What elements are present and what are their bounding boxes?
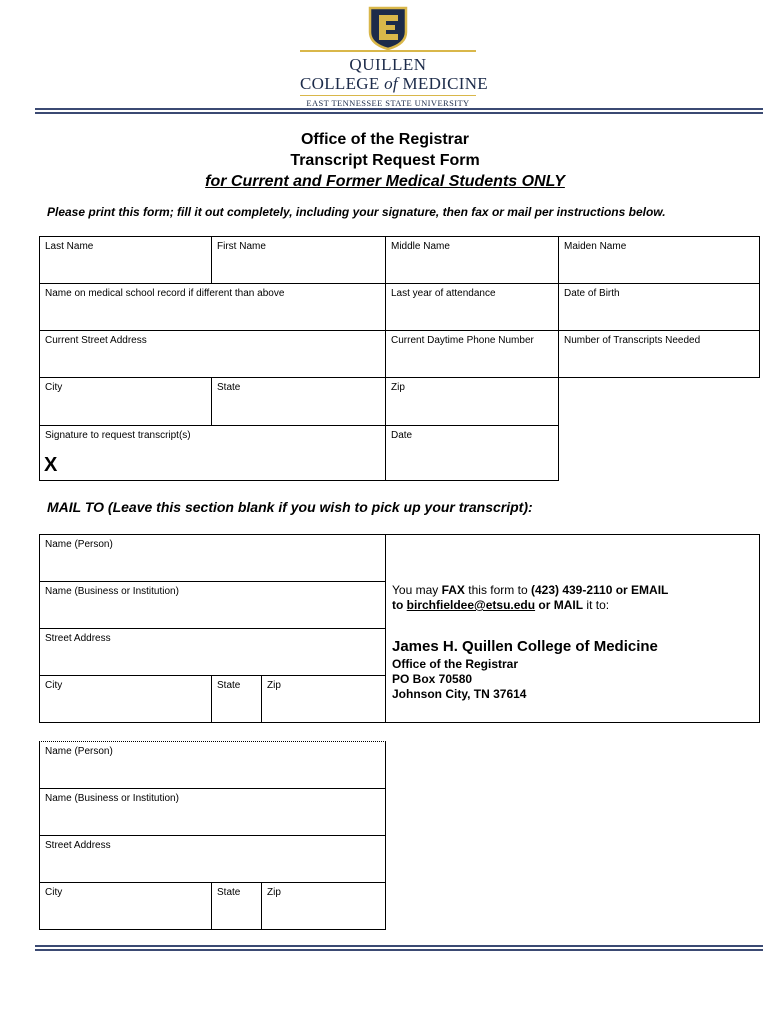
form-subtitle: for Current and Former Medical Students ONLY xyxy=(205,173,565,190)
field-state[interactable] xyxy=(211,377,386,426)
field-label: Street Address xyxy=(45,840,111,851)
field-label: State xyxy=(217,382,241,393)
page-title: Office of the Registrar xyxy=(300,131,470,148)
field-city[interactable] xyxy=(39,377,212,426)
field-label: Name on medical school record if different than above xyxy=(45,288,285,299)
field-num-transcripts[interactable] xyxy=(558,330,760,378)
signature-mark: X xyxy=(44,454,58,476)
address-office: Office of the Registrar xyxy=(392,657,519,671)
mail2-zip[interactable] xyxy=(261,882,386,930)
field-phone[interactable] xyxy=(385,330,559,378)
field-last-year[interactable] xyxy=(385,283,559,331)
address-city: Johnson City, TN 37614 xyxy=(392,687,527,701)
college-name: James H. Quillen College of Medicine xyxy=(392,638,658,655)
field-label: Maiden Name xyxy=(564,241,627,252)
logo-text-quillen: QUILLEN xyxy=(349,55,427,74)
field-label: State xyxy=(217,887,241,898)
logo-text-college: COLLEGE of MEDICINE xyxy=(300,74,488,93)
mail1-zip[interactable] xyxy=(261,675,386,723)
mail1-name-business[interactable] xyxy=(39,581,386,629)
mail2-name-business[interactable] xyxy=(39,788,386,836)
field-label: Zip xyxy=(267,680,281,691)
field-signature[interactable] xyxy=(39,425,386,481)
footer-divider xyxy=(35,945,763,951)
mail1-state[interactable] xyxy=(211,675,262,723)
mail-to-heading: MAIL TO (Leave this section blank if you wish to pick up your transcript): xyxy=(47,499,533,515)
field-label: Name (Business or Institution) xyxy=(45,586,179,597)
mail1-name-person[interactable] xyxy=(39,534,386,582)
field-name-on-record[interactable] xyxy=(39,283,386,331)
field-date[interactable] xyxy=(385,425,559,481)
email-link[interactable]: birchfieldee@etsu.edu xyxy=(406,598,536,612)
field-label: Last Name xyxy=(45,241,94,252)
field-label: Last year of attendance xyxy=(391,288,496,299)
logo-rule xyxy=(300,95,476,96)
field-label: Signature to request transcript(s) xyxy=(45,430,191,441)
address-box: PO Box 70580 xyxy=(392,672,473,686)
field-first-name[interactable] xyxy=(211,236,386,284)
field-label: Middle Name xyxy=(391,241,450,252)
field-label: Zip xyxy=(267,887,281,898)
field-label: City xyxy=(45,382,63,393)
field-label: Street Address xyxy=(45,633,111,644)
field-label: Date of Birth xyxy=(564,288,620,299)
mail2-city[interactable] xyxy=(39,882,212,930)
field-label: First Name xyxy=(217,241,266,252)
logo-text-university: EAST TENNESSEE STATE UNIVERSITY xyxy=(306,98,470,108)
instructions: Please print this form; fill it out completely, including your signature, then fax or mail per instructions below. xyxy=(47,205,666,219)
field-label: Date xyxy=(391,430,413,441)
field-date-of-birth[interactable] xyxy=(558,283,760,331)
field-label: Current Daytime Phone Number xyxy=(391,335,534,346)
form-title: Transcript Request Form xyxy=(290,152,480,169)
field-label: Name (Business or Institution) xyxy=(45,793,179,804)
mail2-street[interactable] xyxy=(39,835,386,883)
field-street-address[interactable] xyxy=(39,330,386,378)
etsu-shield-icon xyxy=(368,6,408,50)
field-last-name[interactable] xyxy=(39,236,212,284)
field-middle-name[interactable] xyxy=(385,236,559,284)
field-label: City xyxy=(45,887,63,898)
field-label: Zip xyxy=(391,382,405,393)
mail2-name-person[interactable] xyxy=(39,741,386,789)
field-label: Name (Person) xyxy=(45,746,113,757)
logo-rule xyxy=(300,50,476,52)
field-label: Name (Person) xyxy=(45,539,113,550)
field-zip[interactable] xyxy=(385,377,559,426)
college-logo xyxy=(300,6,488,108)
field-label: City xyxy=(45,680,63,691)
mail2-state[interactable] xyxy=(211,882,262,930)
header-divider xyxy=(35,108,763,114)
field-label: State xyxy=(217,680,241,691)
field-label: Current Street Address xyxy=(45,335,147,346)
fax-instructions: You may FAX this form to (423) 439-2110 or EMAIL to birchfieldee@etsu.edu or MAIL it to: xyxy=(392,583,669,612)
field-label: Number of Transcripts Needed xyxy=(564,335,701,346)
mail1-street[interactable] xyxy=(39,628,386,676)
mail1-city[interactable] xyxy=(39,675,212,723)
field-maiden-name[interactable] xyxy=(558,236,760,284)
